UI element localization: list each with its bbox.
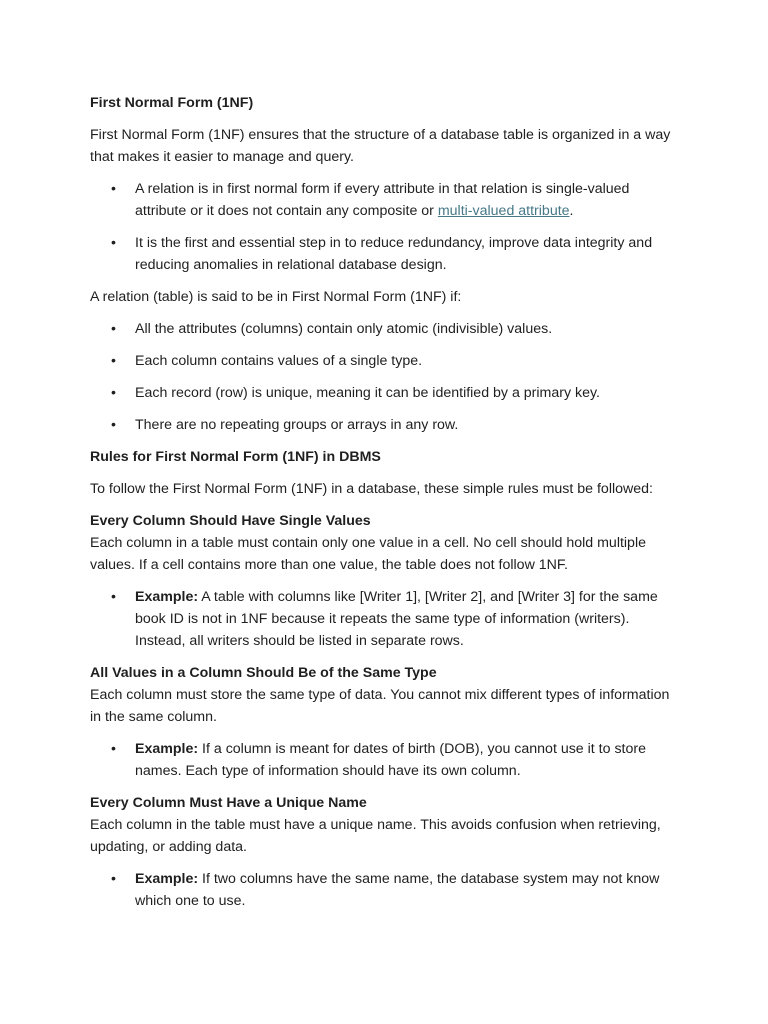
example-text: If two columns have the same name, the database system may not know which one to use. [135,871,660,909]
list-item [90,178,680,222]
rule-example-list [90,586,680,652]
bullet-icon: • [111,871,116,887]
condition-text: Each column contains values of a single type. [135,353,423,369]
list-item [90,868,680,912]
list-item [90,414,680,436]
rules-intro: To follow the First Normal Form (1NF) in a database, these simple rules must be followed: [90,481,653,497]
list-item [90,586,680,652]
example-label: Example: [135,871,199,887]
bullet-icon: • [111,417,116,433]
list-item [90,738,680,782]
list-item [90,232,680,276]
bullet-text-end: . [569,203,574,219]
multi-valued-attribute-link[interactable]: multi-valued attribute [437,203,570,219]
bullet-icon: • [111,321,116,337]
rule-heading: All Values in a Column Should Be of the Same Type [90,665,437,681]
rules-heading: Rules for First Normal Form (1NF) in DBMS [90,449,381,465]
rule-body: Each column in a table must contain only one value in a cell. No cell should hold multiple values. If a cell contains more than one value, the table does not follow 1NF. [90,535,646,573]
rule-heading: Every Column Should Have Single Values [90,513,371,529]
bullet-icon: • [111,181,116,197]
bullet-icon: • [111,741,116,757]
conditions-intro: A relation (table) is said to be in First Normal Form (1NF) if: [90,289,462,305]
list-item [90,382,680,404]
example-text: If a column is meant for dates of birth (DOB), you cannot use it to store names. Each type of information should have its own column. [135,741,646,779]
rule-example-list [90,868,680,912]
bullet-text: It is the first and essential step in to reduce redundancy, improve data integrity and reducing anomalies in relational database design. [135,235,653,273]
rule-body: Each column in the table must have a unique name. This avoids confusion when retrieving, updating, or adding data. [90,817,661,855]
intro-paragraph: First Normal Form (1NF) ensures that the structure of a database table is organized in a way that makes it easier to manage and query. [90,127,671,165]
condition-text: There are no repeating groups or arrays in any row. [135,417,459,433]
bullet-icon: • [111,235,116,251]
rule-example-list [90,738,680,782]
intro-bullet-list [90,178,680,276]
condition-text: Each record (row) is unique, meaning it can be identified by a primary key. [135,385,600,401]
page-title: First Normal Form (1NF) [90,95,254,111]
example-label: Example: [135,741,199,757]
bullet-icon: • [111,385,116,401]
bullet-icon: • [111,589,116,605]
condition-text: All the attributes (columns) contain only atomic (indivisible) values. [135,321,553,337]
rule-heading: Every Column Must Have a Unique Name [90,795,367,811]
document-page [90,92,680,922]
example-text: A table with columns like [Writer 1], [Writer 2], and [Writer 3] for the same book ID is not in 1NF because it repeats the same type of information (writers). Instead, all writers should be listed in separate rows. [135,589,658,649]
list-item [90,318,680,340]
rule-body: Each column must store the same type of data. You cannot mix different types of information in the same column. [90,687,670,725]
example-label: Example: [135,589,199,605]
list-item [90,350,680,372]
conditions-list [90,318,680,436]
bullet-icon: • [111,353,116,369]
bullet-text: A relation is in first normal form if every attribute in that relation is single-valued attribute or it does not contain any composite or [135,181,630,219]
